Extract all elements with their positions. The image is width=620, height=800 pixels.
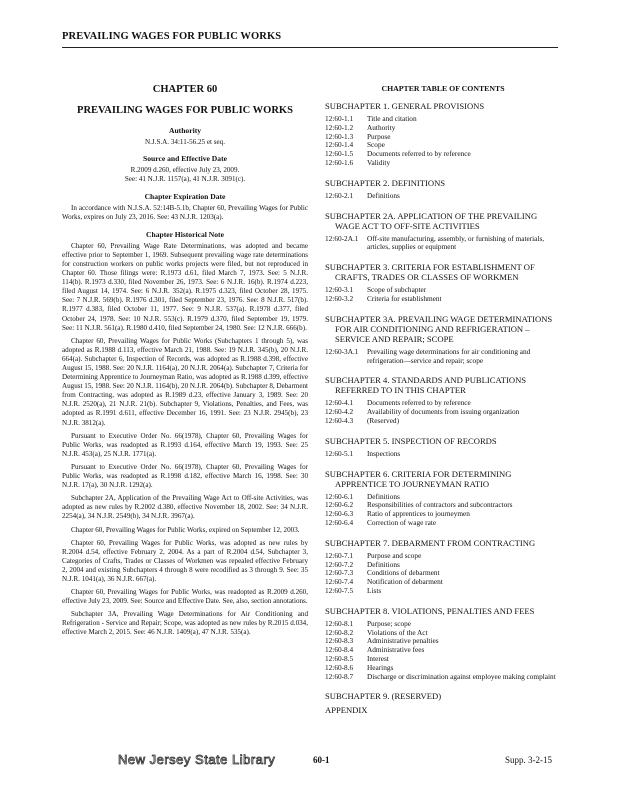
toc-entry-title: Purpose; scope — [367, 618, 411, 628]
page-number: 60-1 — [313, 755, 330, 765]
toc-entry-number: 12:60-7.3 — [325, 568, 354, 578]
source-text-2: See: 41 N.J.R. 1157(a), 41 N.J.R. 3091(c). — [124, 175, 246, 184]
table-of-contents — [325, 84, 561, 715]
history-notes — [62, 242, 308, 638]
toc-entry[interactable] — [325, 286, 561, 295]
toc-entry[interactable] — [325, 655, 561, 664]
toc-entry-number: 12:60-6.1 — [325, 491, 354, 501]
toc-entry-number: 12:60-6.4 — [325, 517, 354, 527]
toc-entry[interactable] — [325, 629, 561, 638]
toc-subchapter-heading[interactable]: SUBCHAPTER 3A. PREVAILING WAGE DETERMINATIONS FOR AIR CONDITIONING AND REFRIGERATION – SERVICE AND REPAIR; SCOPE — [325, 313, 553, 344]
toc-entry-title: Criteria for establishment — [367, 293, 442, 303]
toc-subchapter — [325, 691, 561, 701]
toc-entry[interactable] — [325, 133, 561, 142]
toc-entry-number: 12:60-2.1 — [325, 190, 354, 200]
history-paragraph: Chapter 60, Prevailing Wages for Public Works (Subchapters 1 through 5), was adopted as R.1988 d.113, effective March 21, 1988. See: 19 N.J.R. 345(b), 20 N.J.R. 664(a). Subchapter 6, Inspection of Records, was adopted as R.1988 d.398, effective August 15, 1988. See: 20 N.J.R. 1164(a), 20 N.J.R. 2064(a). Subchapter 7, Criteria for Determining Apprentice to Journeyman Ratio, was adopted as R.1988 d.399, effective August 15, 1988. See: 20 N.J.R. 1164(b), 20 N.J.R. 2064(b). Subchapter 8, Debarment from Contracting, was adopted as R.1989 d.23, effective January 3, 1989. See: 20 N.J.R. 2520(a), 21 N.J.R. 21(b). Subchapter 9, Violations, Penalties, and Fees, was adopted as R.1991 d.611, effective December 16, 1991. See: 23 N.J.R. 2945(b), 23 N.J.R. 3812(a). — [62, 336, 308, 427]
toc-entry-number: 12:60-4.3 — [325, 415, 354, 425]
toc-entry-title: Prevailing wage determinations for air conditioning and refrigeration—service and repair; scope — [367, 346, 531, 365]
toc-list — [325, 101, 561, 701]
toc-subchapter-heading[interactable]: SUBCHAPTER 2. DEFINITIONS — [325, 177, 446, 188]
toc-subchapter — [325, 211, 561, 253]
toc-entry[interactable] — [325, 450, 561, 459]
expiration-heading: Chapter Expiration Date — [144, 191, 226, 201]
toc-subchapter-heading[interactable]: SUBCHAPTER 9. (RESERVED) — [325, 691, 442, 702]
toc-entry-number: 12:60-8.4 — [325, 645, 354, 655]
source-heading: Source and Effective Date — [142, 154, 227, 164]
toc-entry-number: 12:60-8.2 — [325, 627, 354, 637]
toc-subchapter-heading[interactable]: SUBCHAPTER 8. VIOLATIONS, PENALTIES AND FEES — [325, 605, 535, 616]
running-head: PREVAILING WAGES FOR PUBLIC WORKS — [62, 31, 282, 42]
history-paragraph: Subchapter 2A, Application of the Prevailing Wage Act to Off-site Activities, was adopted as new rules by R.2002 d.380, effective November 18, 2002. See: 34 N.J.R. 2254(a), 34 N.J.R. 2549(b), 34 N.J.R. 3967(a). — [62, 494, 308, 521]
toc-entry[interactable] — [325, 587, 561, 596]
toc-entry[interactable] — [325, 673, 561, 682]
toc-subchapter — [325, 101, 561, 168]
toc-entry-title: Administrative penalties — [367, 636, 439, 646]
toc-entry[interactable] — [325, 552, 561, 561]
toc-entry[interactable] — [325, 295, 561, 304]
toc-entry-number: 12:60-8.3 — [325, 636, 354, 646]
toc-entry-number: 12:60-1.2 — [325, 122, 354, 132]
toc-subchapter — [325, 436, 561, 459]
toc-subchapter — [325, 178, 561, 201]
toc-entry-number: 12:60-7.4 — [325, 577, 354, 587]
toc-entry[interactable] — [325, 646, 561, 655]
toc-entry[interactable] — [325, 124, 561, 133]
history-paragraph: Chapter 60, Prevailing Wages for Public Works, was adopted as new rules by R.2004 d.54, effective February 2, 2004. As a part of R.2004 d.54, Subchapter 3, Categories of Crafts, Trades or Classes of Workmen was repealed effective February 2, 2004 and existing Subchapters 4 through 8 were recodified as 3 through 9. See: 35 N.J.R. 1041(a), 36 N.J.R. 667(a). — [62, 538, 308, 583]
authority-text: N.J.S.A. 34:11-56.25 et seq. — [145, 138, 225, 146]
toc-subchapter-heading[interactable]: SUBCHAPTER 2A. APPLICATION OF THE PREVAILING WAGE ACT TO OFF-SITE ACTIVITIES — [325, 210, 538, 231]
toc-entry[interactable] — [325, 235, 561, 253]
toc-subchapter-heading[interactable]: SUBCHAPTER 5. INSPECTION OF RECORDS — [325, 435, 497, 446]
toc-entry-title: Violations of the Act — [367, 627, 428, 637]
toc-entry-number: 12:60-2A.1 — [325, 233, 359, 243]
history-paragraph: Chapter 60, Prevailing Wage Rate Determinations, was adopted and became effective prior to September 1, 1969. Subsequent prevailing wage rate determinations for construction workers on public works projects were filed, but not reproduced in Chapter 60. Those filings were: R.1973 d.61, filed March 7, 1973. See: 5 N.J.R. 114(b). R.1973 d.330, filed November 26, 1973. See: 6 N.J.R. 16(b). R.1974 d.223, filed August 14, 1974. See: 6 N.J.R. 352(a). R.1975 d.323, filed October 28, 1975. See: 7 N.J.R. 569(b). R.1976 d.301, filed September 23, 1976. See: 8 N.J.R. 517(b). R.1977 d.383, filed October 11, 1977. See: 9 N.J.R. 537(a). R.1978 d.377, filed October 24, 1978. See: 10 N.J.R. 553(c). R.1979 d.370, filed September 19, 1979. See: 11 N.J.R. 561(a). R.1980 d.410, filed September 24, 1980. See: 12 N.J.R. 666(b). — [62, 241, 308, 332]
toc-subchapter-heading[interactable]: SUBCHAPTER 7. DEBARMENT FROM CONTRACTING — [325, 537, 536, 548]
toc-entry-title: Definitions — [367, 491, 400, 501]
toc-entry-title: Scope — [367, 140, 385, 150]
chapter-title: PREVAILING WAGES FOR PUBLIC WORKS — [77, 105, 293, 116]
toc-entry-number: 12:60-3A.1 — [325, 346, 359, 356]
toc-entry-title: Off-site manufacturing, assembly, or furnishing of materials, articles, supplies or equipment — [367, 233, 545, 252]
toc-entry-title: Administrative fees — [367, 645, 425, 655]
toc-entry-number: 12:60-8.1 — [325, 618, 354, 628]
history-paragraph: Pursuant to Executive Order No. 66(1978), Chapter 60, Prevailing Wages for Public Works, was readopted as R.1998 d.182, effective March 16, 1998. See: 30 N.J.R. 17(a), 30 N.J.R. 1292(a). — [62, 462, 308, 490]
authority-heading: Authority — [168, 126, 202, 135]
toc-entry-title: Discharge or discrimination against employee making complaint — [367, 671, 556, 681]
toc-entry[interactable] — [325, 578, 561, 587]
toc-entry-title: Inspections — [367, 448, 401, 458]
toc-subchapter — [325, 262, 561, 304]
toc-entry-title: Purpose and scope — [367, 550, 422, 560]
toc-subchapter-heading[interactable]: SUBCHAPTER 1. GENERAL PROVISIONS — [325, 101, 485, 111]
supplement-date: Supp. 3-2-15 — [505, 755, 552, 765]
toc-entry[interactable] — [325, 510, 561, 519]
toc-subchapter — [325, 469, 561, 528]
toc-entry-title: Validity — [367, 157, 391, 167]
source-text-1: R.2009 d.260, effective July 23, 2009. — [130, 166, 240, 175]
toc-entry-number: 12:60-6.3 — [325, 509, 354, 519]
toc-entry-title: Definitions — [367, 559, 400, 569]
toc-appendix[interactable]: APPENDIX — [325, 705, 368, 716]
toc-entry-title: Purpose — [367, 131, 391, 141]
toc-entry[interactable] — [325, 637, 561, 646]
toc-entry-number: 12:60-3.1 — [325, 285, 354, 295]
history-paragraph: Pursuant to Executive Order No. 66(1978), Chapter 60, Prevailing Wages for Public Works, was readopted as R.1993 d.164, effective March 19, 1993. See: 25 N.J.R. 453(a), 25 N.J.R. 1771(a). — [62, 431, 308, 458]
history-paragraph: Subchapter 3A, Prevailing Wage Determinations for Air Conditioning and Refrigeration - Service and Repair; Scope, was adopted as new rules by R.2015 d.034, effective March 2, 2015. See: 46 N.J.R. 1409(a), 47 N.J.R. 535(a). — [62, 610, 308, 637]
history-heading: Chapter Historical Note — [146, 229, 224, 239]
toc-subchapter — [325, 538, 561, 596]
toc-entry-title: Lists — [367, 585, 382, 595]
toc-entry-number: 12:60-1.3 — [325, 131, 354, 141]
toc-entry[interactable] — [325, 192, 561, 201]
expiration-text: In accordance with N.J.S.A. 52:14B-5.1b, Chapter 60, Prevailing Wages for Public Works, expires on July 23, 2016. See: 43 N.J.R. 1203(a). — [62, 203, 308, 221]
toc-entry-number: 12:60-8.6 — [325, 662, 354, 672]
toc-entry-number: 12:60-7.2 — [325, 559, 354, 569]
toc-entry-title: Correction of wage rate — [367, 517, 437, 527]
history-paragraph: Chapter 60, Prevailing Wages for Public Works, expired on September 12, 2003. — [71, 525, 300, 534]
toc-entry-number: 12:60-7.1 — [325, 550, 354, 560]
toc-entry[interactable] — [325, 417, 561, 426]
toc-entry-title: Documents referred to by reference — [367, 149, 471, 159]
toc-entry-title: Conditions of debarment — [367, 568, 440, 578]
toc-entry-number: 12:60-1.1 — [325, 114, 354, 123]
toc-entry-number: 12:60-4.2 — [325, 407, 354, 417]
toc-title: CHAPTER TABLE OF CONTENTS — [381, 84, 505, 93]
toc-entry-title: Title and citation — [367, 114, 417, 123]
toc-entry-title: (Reserved) — [367, 415, 400, 425]
toc-entry[interactable] — [325, 159, 561, 168]
chapter-number: CHAPTER 60 — [152, 84, 218, 95]
toc-entry[interactable] — [325, 348, 561, 366]
toc-subchapter-heading[interactable]: SUBCHAPTER 3. CRITERIA FOR ESTABLISHMENT OF CRAFTS, TRADES OR CLASSES OF WORKMEN — [325, 262, 535, 283]
toc-subchapter-heading[interactable]: SUBCHAPTER 4. STANDARDS AND PUBLICATIONS REFERRED TO IN THIS CHAPTER — [325, 375, 527, 396]
toc-entry-number: 12:60-1.5 — [325, 149, 354, 159]
toc-entry-title: Definitions — [367, 190, 400, 200]
toc-entry-title: Authority — [367, 122, 396, 132]
history-paragraph: Chapter 60, Prevailing Wages for Public Works, was readopted as R.2009 d.260, effective July 23, 2009. See: Source and Effective Date. See, also, section annotations. — [62, 588, 308, 606]
toc-entry[interactable] — [325, 569, 561, 578]
toc-subchapter — [325, 375, 561, 425]
toc-entry-number: 12:60-4.1 — [325, 398, 354, 408]
toc-entry-title: Interest — [367, 653, 389, 663]
toc-entry[interactable] — [325, 519, 561, 528]
toc-subchapter-heading[interactable]: SUBCHAPTER 6. CRITERIA FOR DETERMINING APPRENTICE TO JOURNEYMAN RATIO — [325, 468, 512, 489]
toc-entry-number: 12:60-6.2 — [325, 500, 354, 510]
toc-entry[interactable] — [325, 408, 561, 417]
toc-entry-title: Hearings — [367, 662, 394, 672]
left-column — [62, 84, 308, 642]
toc-entry-number: 12:60-1.6 — [325, 157, 354, 167]
toc-entry-title: Scope of subchapter — [367, 285, 427, 295]
toc-entry-title: Notification of debarment — [367, 577, 443, 587]
toc-entry[interactable] — [325, 115, 561, 124]
toc-entry-number: 12:60-8.7 — [325, 671, 354, 681]
toc-entry-number: 12:60-1.4 — [325, 140, 354, 150]
toc-entry-title: Responsibilities of contractors and subcontractors — [367, 500, 513, 510]
toc-entry-number: 12:60-7.5 — [325, 585, 354, 595]
toc-entry-title: Documents referred to by reference — [367, 398, 471, 408]
toc-entry-number: 12:60-5.1 — [325, 448, 354, 458]
header-rule — [62, 47, 558, 48]
library-watermark: New Jersey State Library — [118, 752, 276, 767]
toc-entry[interactable] — [325, 561, 561, 570]
toc-entry-number: 12:60-8.5 — [325, 653, 354, 663]
toc-entry-title: Ratio of apprentices to journeymen — [367, 509, 470, 519]
toc-entry[interactable] — [325, 150, 561, 159]
toc-entry-number: 12:60-3.2 — [325, 293, 354, 303]
toc-entry-title: Availability of documents from issuing organization — [367, 407, 520, 417]
toc-entry[interactable] — [325, 620, 561, 629]
toc-subchapter — [325, 314, 561, 366]
toc-subchapter — [325, 606, 561, 682]
